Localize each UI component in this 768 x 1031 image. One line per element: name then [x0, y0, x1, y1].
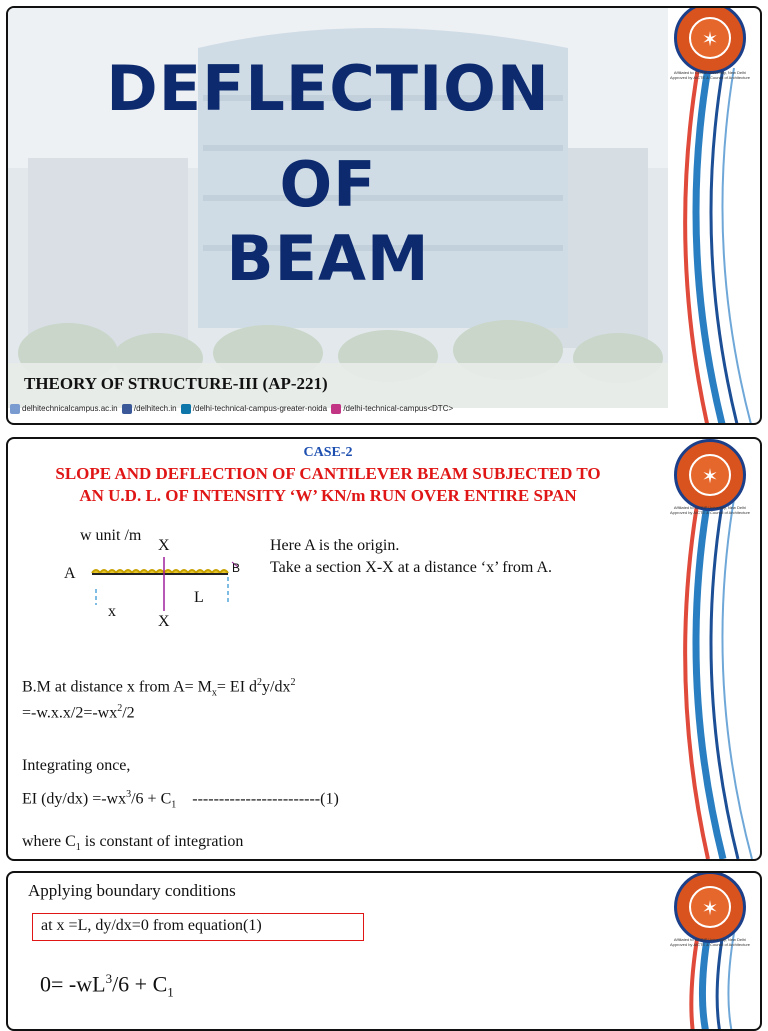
torch-icon: ✶ [701, 896, 719, 920]
decorative-swoosh [668, 68, 762, 425]
logo-caption: Affiliated to GGSIP University, New Delhi Approved by AICTE & Council of Architecture [669, 937, 751, 947]
boundary-slide [6, 871, 762, 1031]
title-line-1: DEFLECTION [106, 52, 550, 125]
constant-note: where $C_1$ is constant of integration [22, 833, 244, 854]
origin-text: Here A is the origin. [270, 537, 400, 554]
torch-icon: ✶ [701, 464, 719, 488]
title-slide [6, 6, 762, 425]
social-footer [8, 404, 453, 414]
facebook-link[interactable]: /delhitech.in [133, 404, 177, 414]
heading-line-1: SLOPE AND DEFLECTION OF CANTILEVER BEAM SUBJECTED TO [55, 464, 601, 483]
load-label: w unit /m [80, 527, 142, 544]
distance-x-label: x [108, 603, 116, 620]
globe-icon [10, 404, 20, 414]
course-subtitle: THEORY OF STRUCTURE-III (AP-221) [24, 374, 328, 393]
point-a-label: A [64, 565, 76, 582]
case2-slide [6, 437, 762, 861]
torch-icon: ✶ [701, 27, 719, 51]
point-b-label: B [232, 561, 241, 575]
linkedin-link[interactable]: /delhi-technical-campus-greater-noida [192, 404, 328, 414]
boundary-condition-box [32, 913, 364, 941]
udl-load [92, 570, 228, 573]
integrating-text: Integrating once, [22, 757, 131, 774]
decorative-swoosh [668, 933, 762, 1031]
title-line-2: OF [279, 148, 377, 221]
section-label-top: X [158, 537, 170, 554]
applying-text: Applying boundary conditions [28, 881, 236, 900]
title-line-3: BEAM [226, 222, 430, 295]
facebook-icon [122, 404, 132, 414]
heading-line-2: AN U.D. L. OF INTENSITY ‘W’ KN/m RUN OVER ENTIRE SPAN [79, 486, 577, 505]
linkedin-icon [181, 404, 191, 414]
boundary-condition-text: at x =L, dy/dx=0 from equation(1) [41, 917, 262, 934]
section-text: Take a section X-X at a distance ‘x’ from A. [270, 559, 553, 576]
boundary-equation: $0= -wL^3/6 + C_1$ [40, 971, 174, 1000]
length-label: L [194, 589, 204, 606]
section-label-bottom: X [158, 613, 170, 630]
college-logo [674, 871, 746, 943]
logo-caption: Affiliated to GGSIP University, New Delhi Approved by AICTE & Council of Architecture [669, 70, 751, 80]
case-label: CASE-2 [303, 445, 353, 460]
logo-caption: Affiliated to GGSIP University, New Delhi Approved by AICTE & Council of Architecture [669, 505, 751, 515]
bending-moment-eq: B.M at distance x from $A= M_x=$ EI $d^2y/dx^2$ [22, 677, 296, 699]
decorative-swoosh [668, 499, 762, 859]
college-logo [674, 6, 746, 74]
instagram-link[interactable]: /delhi-technical-campus<DTC> [343, 404, 454, 414]
college-logo [674, 439, 746, 511]
bending-moment-eq-2: $=-w.x.x/2=-wx^2/2$ [22, 703, 135, 722]
instagram-icon [331, 404, 341, 414]
slope-equation: EI $(dy/dx) =-wx^3/6 + C_1$ ------------------------(1) [22, 789, 339, 811]
website-link[interactable]: delhitechnicalcampus.ac.in [22, 404, 118, 414]
